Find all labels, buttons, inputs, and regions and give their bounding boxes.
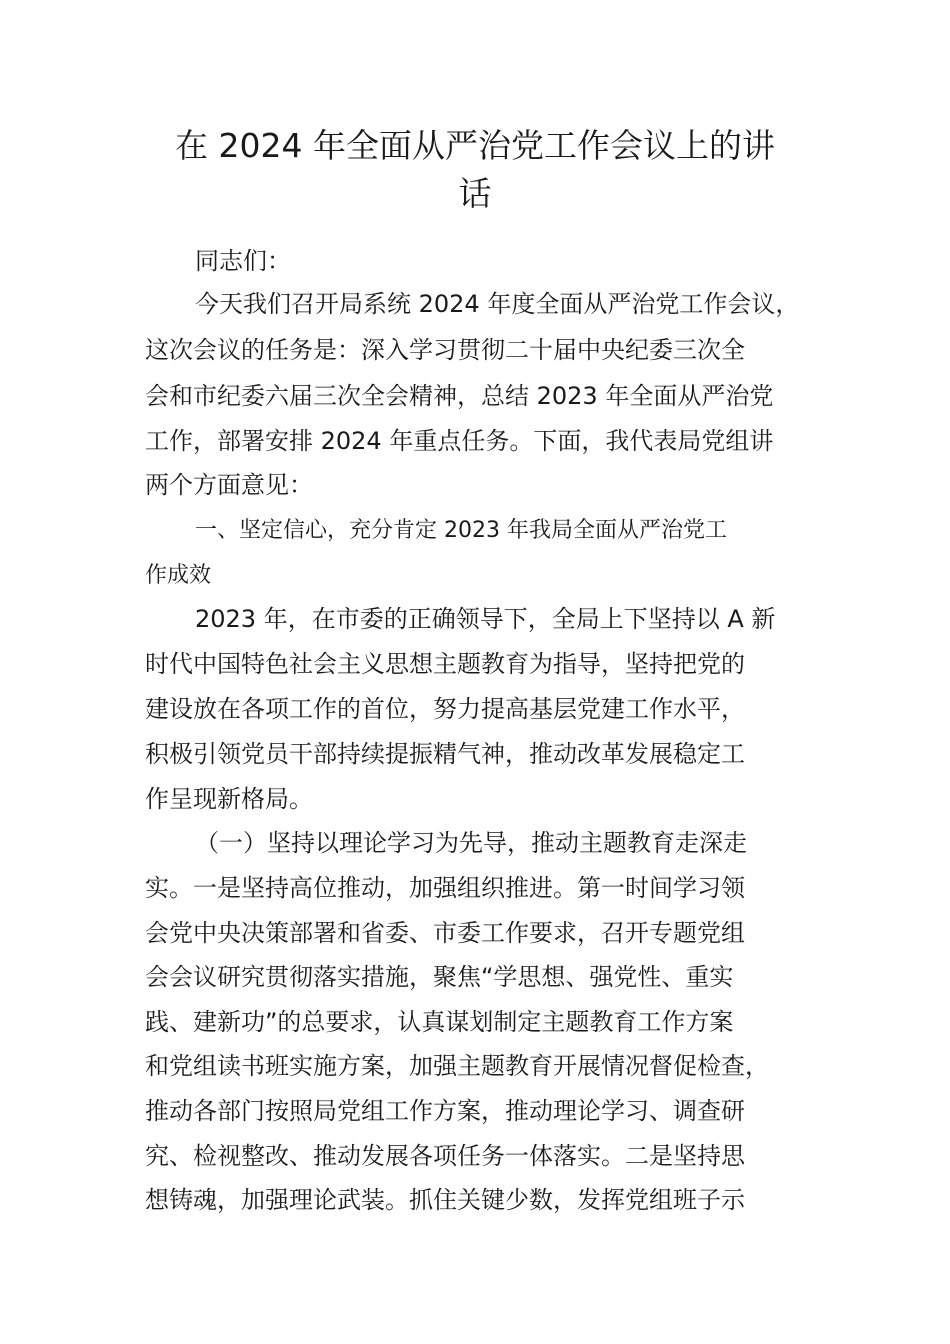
greeting: 同志们： — [195, 247, 291, 275]
paragraph-line: 今天我们召开局系统 2024 年度全面从严治党工作会议， — [195, 290, 800, 318]
paragraph-line: 推动各部门按照局党组工作方案，推动理论学习、调查研 — [145, 1097, 745, 1125]
paragraph-line: 建设放在各项工作的首位，努力提高基层党建工作水平， — [145, 695, 745, 723]
paragraph-line: 会会议研究贯彻落实措施，聚焦“学思想、强党性、重实 — [145, 963, 734, 991]
paragraph-line: 究、检视整改、推动发展各项任务一体落实。二是坚持思 — [145, 1142, 745, 1170]
paragraph-line: 会和市纪委六届三次全会精神，总结 2023 年全面从严治党 — [145, 382, 774, 410]
paragraph-line: 作呈现新格局。 — [145, 785, 313, 813]
title-line-2: 话 — [458, 174, 492, 213]
title-line-1: 在 2024 年全面从严治党工作会议上的讲 — [175, 126, 775, 165]
paragraph-line: 时代中国特色社会主义思想主题教育为指导，坚持把党的 — [145, 650, 745, 678]
paragraph-line: 两个方面意见： — [145, 471, 313, 499]
paragraph-line: 想铸魂，加强理论武装。抓住关键少数，发挥党组班子示 — [145, 1186, 745, 1214]
paragraph-line: （一）坚持以理论学习为先导，推动主题教育走深走 — [195, 829, 747, 857]
paragraph-line: 积极引领党员干部持续提振精气神，推动改革发展稳定工 — [145, 740, 745, 768]
paragraph-line: 和党组读书班实施方案，加强主题教育开展情况督促检查， — [145, 1052, 769, 1080]
section-heading-line: 作成效 — [145, 563, 212, 588]
paragraph-line: 会党中央决策部署和省委、市委工作要求，召开专题党组 — [145, 919, 745, 947]
paragraph-line: 工作，部署安排 2024 年重点任务。下面，我代表局党组讲 — [145, 427, 774, 455]
paragraph-line: 2023 年，在市委的正确领导下，全局上下坚持以 A 新 — [195, 605, 776, 633]
section-heading-line: 一、坚定信心，充分肯定 2023 年我局全面从严治党工 — [195, 518, 727, 543]
paragraph-line: 践、建新功”的总要求，认真谋划制定主题教育工作方案 — [145, 1008, 734, 1036]
paragraph-line: 实。一是坚持高位推动，加强组织推进。第一时间学习领 — [145, 874, 745, 902]
paragraph-line: 这次会议的任务是：深入学习贯彻二十届中央纪委三次全 — [145, 336, 745, 364]
